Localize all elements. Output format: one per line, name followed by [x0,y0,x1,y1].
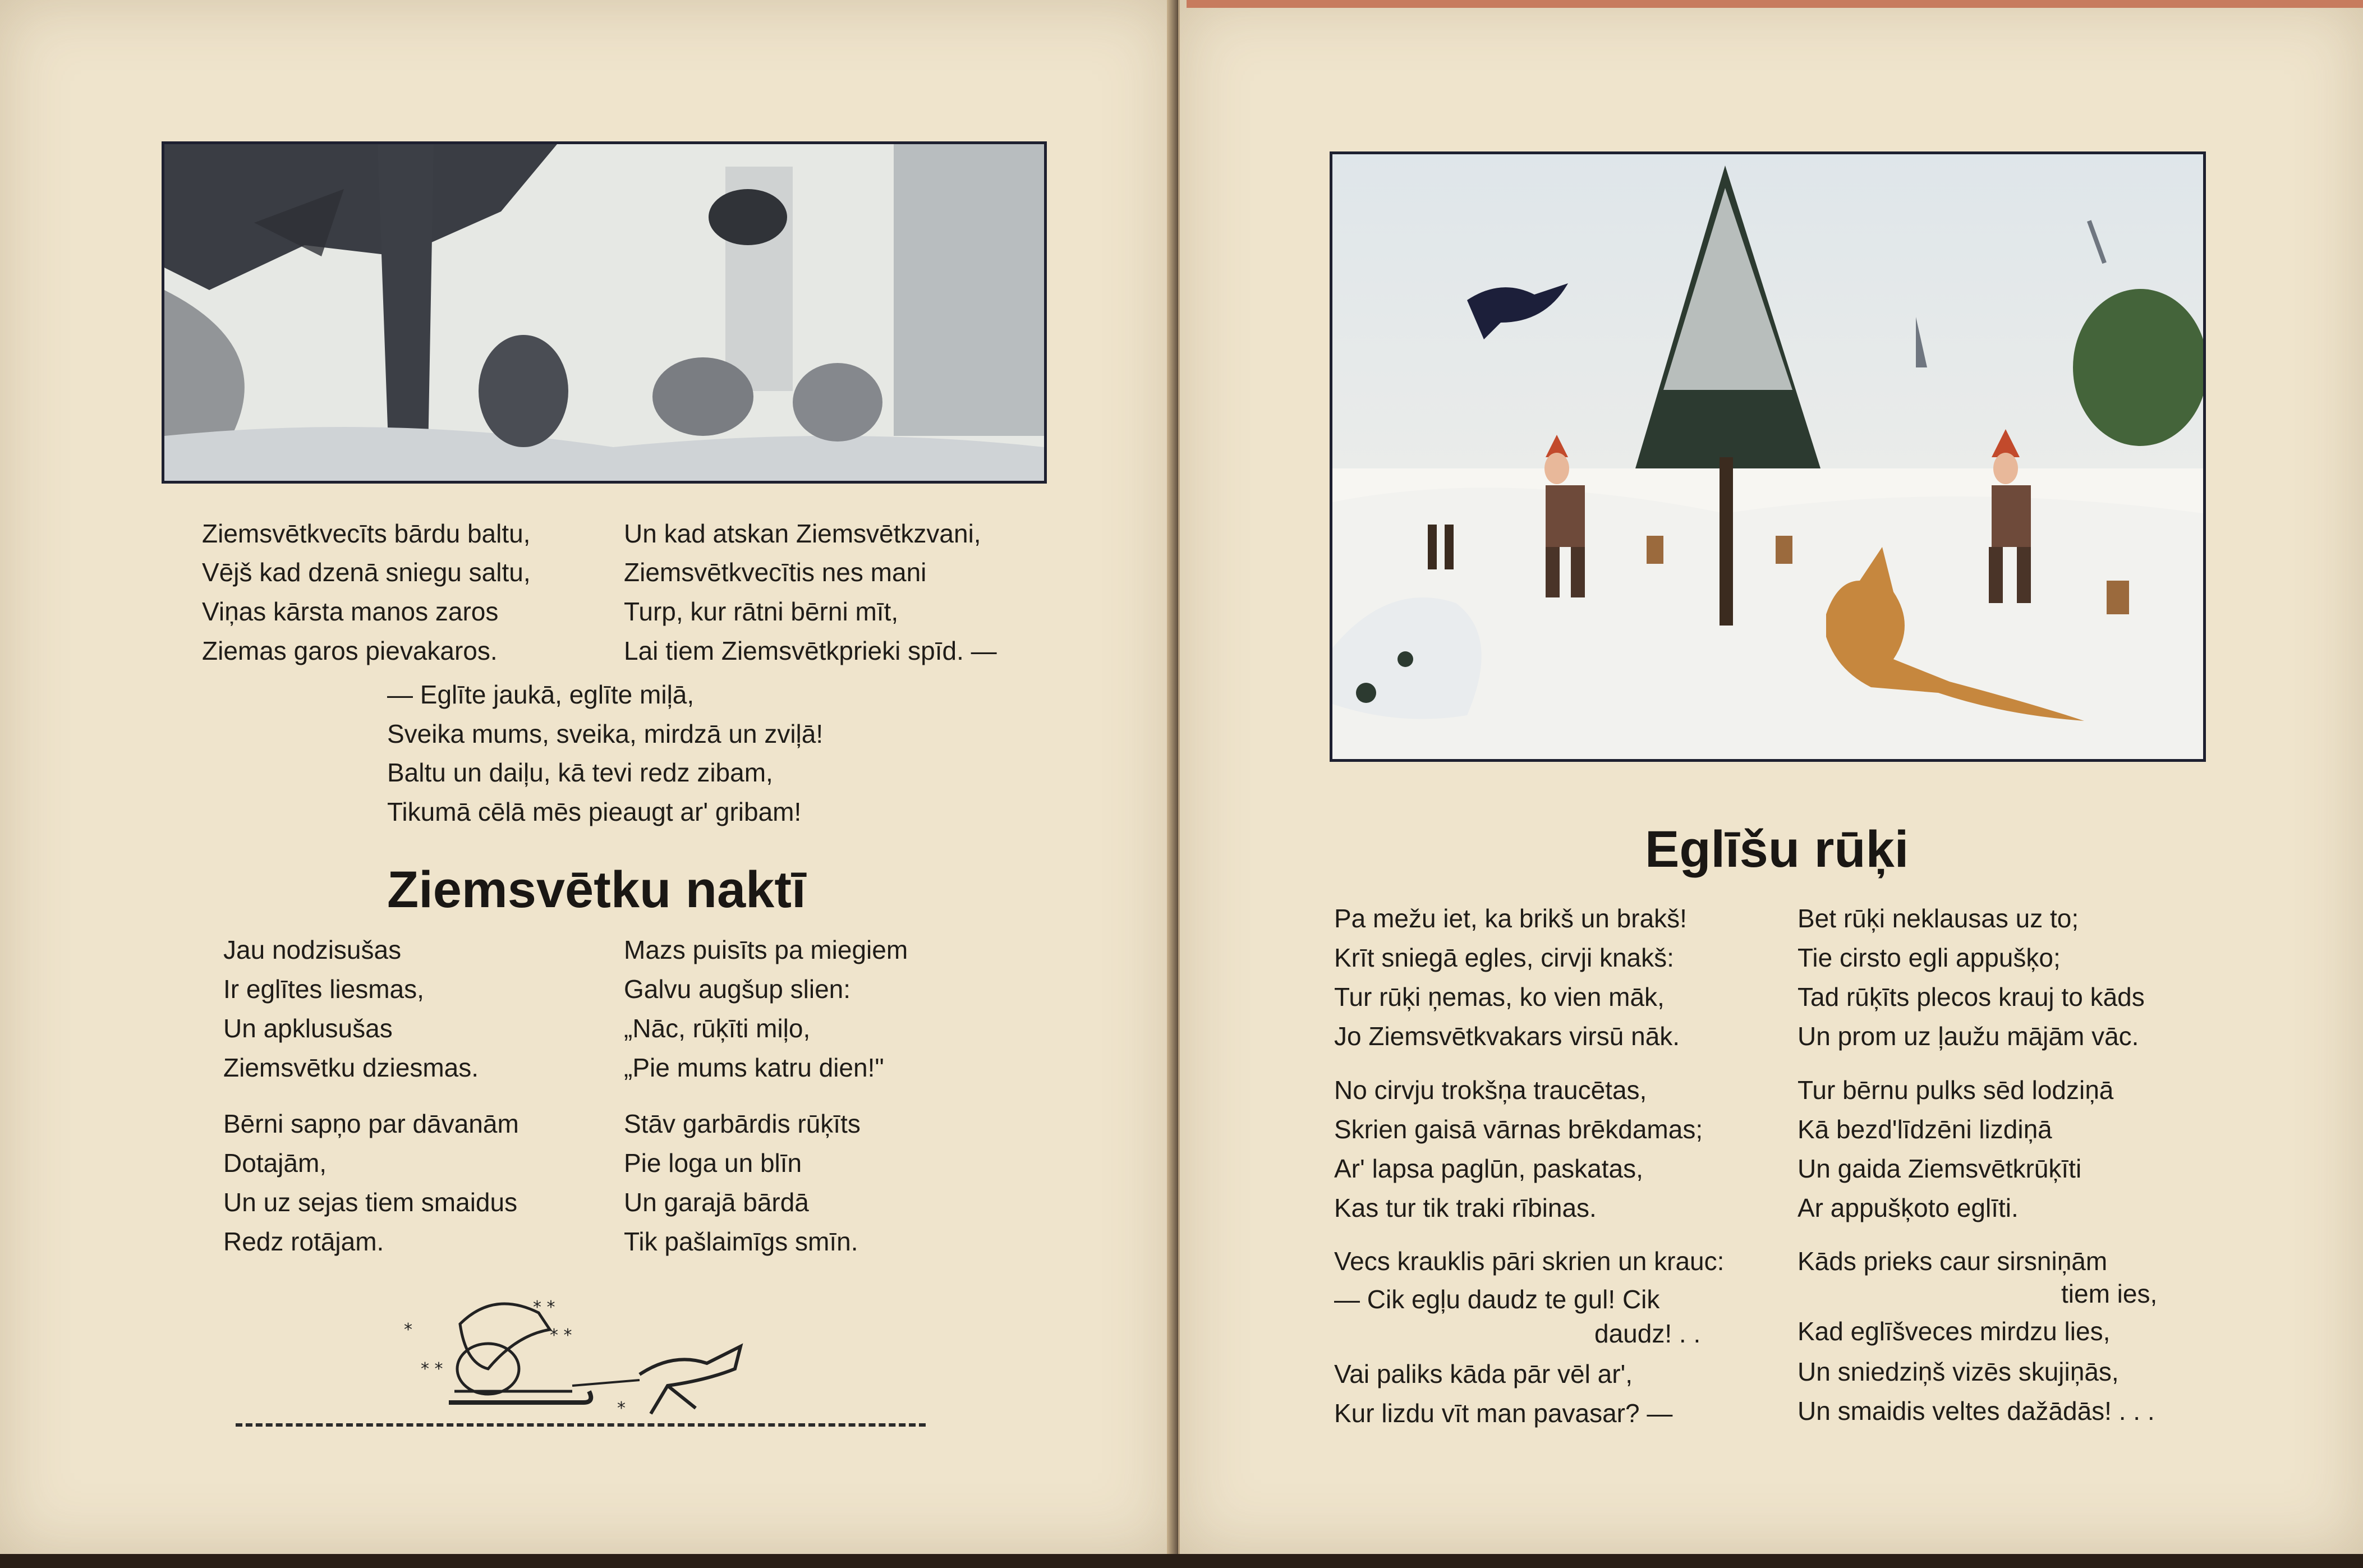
poem3-col2-line: Tie cirsto egli appušķo; [1797,943,2061,972]
poem1-col2-line: Lai tiem Ziemsvētkprieki spīd. — [624,636,997,665]
poem3-col2-line: Un gaida Ziemsvētkrūķīti [1797,1154,2082,1183]
poem3-col2-line: Un prom uz ļaužu mājām vāc. [1797,1022,2139,1051]
poem3-col1-line: Kas tur tik traki rībinas. [1334,1193,1597,1222]
poem3-col2-line: Ar appušķoto eglīti. [1797,1193,2019,1222]
poem2-col2-line: Mazs puisīts pa miegiem [624,935,908,964]
poem3-col1-line: daudz! . . [1594,1319,1701,1348]
poem2-col1-line: Ziemsvētku dziesmas. [223,1053,479,1082]
poem2-col2-line: Stāv garbārdis rūķīts [624,1109,861,1138]
poem3-col2-line: Tad rūķīts plecos krauj to kāds [1797,982,2145,1011]
poem2-col2-line: Galvu augšup slien: [624,974,851,1004]
poem1-refrain-line: Tikumā cēlā mēs pieaugt ar' gribam! [387,797,802,826]
poem3-col1-line: Jo Ziemsvētkvakars virsū nāk. [1334,1022,1680,1051]
poem1-col2-line: Un kad atskan Ziemsvētkzvani, [624,519,981,548]
poem2-col2-line: Tik pašlaimīgs smīn. [624,1227,858,1256]
poem3-col2-line: Tur bērnu pulks sēd lodziņā [1797,1075,2114,1105]
poem2-title: Ziemsvētku naktī [387,861,806,918]
poem1-refrain-line: — Eglīte jaukā, eglīte miļā, [387,680,695,709]
poem3-col1-line: No cirvju trokšņa traucētas, [1334,1075,1647,1105]
poem2-col1-line: Dotajām, [223,1148,327,1178]
poem1-col1-line: Viņas kārsta manos zaros [202,597,499,626]
poem3-col2-line: Un smaidis veltes dažādās! . . . [1797,1396,2155,1426]
poem1-col1-line: Ziemsvētkvecīts bārdu baltu, [202,519,531,548]
poem1-refrain-line: Baltu un daiļu, kā tevi redz zibam, [387,758,773,787]
poem3-title: Eglīšu rūķi [1645,821,1909,878]
poem2-col2-line: „Pie mums katru dien!" [624,1053,884,1082]
poem3-col1-line: — Cik egļu daudz te gul! Cik [1334,1285,1660,1314]
poem3-col2-line: Bet rūķi neklausas uz to; [1797,904,2079,933]
poem3-col2-line: Kā bezd'līdzēni lizdiņā [1797,1115,2052,1144]
poem1-col2-line: Turp, kur rātni bērni mīt, [624,597,899,626]
poem2-col2-line: „Nāc, rūķīti miļo, [624,1014,811,1043]
poem3-col1-line: Kur lizdu vīt man pavasar? — [1334,1399,1673,1428]
poem3-col1-line: Ar' lapsa paglūn, paskatas, [1334,1154,1643,1183]
poem1-refrain-line: Sveika mums, sveika, mirdzā un zviļā! [387,719,824,748]
poem3-col2-line: Kad eglīšveces mirdzu lies, [1797,1317,2111,1346]
gnomes-cutting-tree-illustration [1330,151,2206,762]
svg-text:* *: * * [533,1298,555,1317]
poem3-col1-line: Krīt sniegā egles, cirvji knakš: [1334,943,1674,972]
poem2-col1-line: Redz rotājam. [223,1227,384,1256]
poem3-col1-line: Pa mežu iet, ka brikš un brakš! [1334,904,1687,933]
poem1-col2-line: Ziemsvētkvecītis nes mani [624,558,927,587]
svg-text:*: * [404,1320,412,1340]
poem2-col2-line: Un garajā bārdā [624,1188,809,1217]
top-edge-binding [1187,0,2363,8]
poem3-col2-line: Kāds prieks caur sirsniņām [1797,1247,2108,1276]
poem2-col1-line: Un apklusušas [223,1014,393,1043]
poem2-col2-line: Pie loga un blīn [624,1148,802,1178]
svg-text:*: * [617,1399,626,1418]
poem3-col1-line: Vecs krauklis pāri skrien un krauc: [1334,1247,1725,1276]
poem1-col1-line: Vējš kad dzenā sniegu saltu, [202,558,531,587]
poem1-col1-line: Ziemas garos pievakaros. [202,636,498,665]
poem3-col2-line: Un sniedziņš vizēs skujiņās, [1797,1357,2119,1386]
poem2-col1-line: Ir eglītes liesmas, [223,974,424,1004]
forest-animals-illustration [162,141,1047,484]
decorative-dashed-rule [236,1423,926,1427]
poem3-col2-line: tiem ies, [2061,1279,2158,1308]
santa-sled-vignette [404,1290,769,1431]
poem2-col1-line: Bērni sapņo par dāvanām [223,1109,519,1138]
background-surface [0,1554,2363,1568]
poem2-col1-line: Jau nodzisušas [223,935,402,964]
poem3-col1-line: Skrien gaisā vārnas brēkdamas; [1334,1115,1703,1144]
poem3-col1-line: Vai paliks kāda pār vēl ar', [1334,1359,1633,1388]
svg-text:* *: * * [421,1359,443,1379]
svg-text:* *: * * [550,1326,572,1345]
poem3-col1-line: Tur rūķi ņemas, ko vien māk, [1334,982,1665,1011]
poem2-col1-line: Un uz sejas tiem smaidus [223,1188,518,1217]
